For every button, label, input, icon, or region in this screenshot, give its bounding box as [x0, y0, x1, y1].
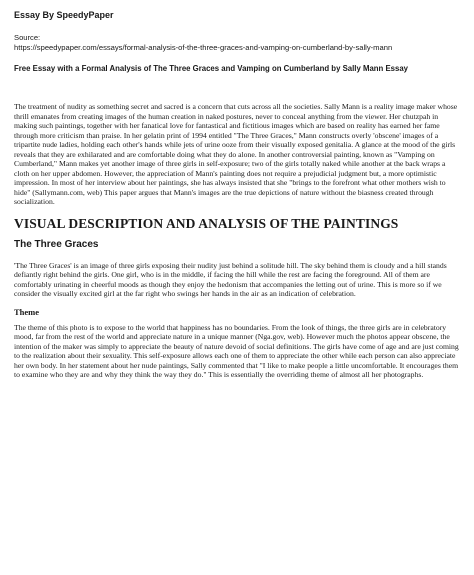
source-url-link[interactable]: https://speedypaper.com/essays/formal-analysis-of-the-three-graces-and-vamping-on-cumberland-by-sally-mann [14, 43, 393, 52]
section-heading: VISUAL DESCRIPTION AND ANALYSIS OF THE PAINTINGS [14, 215, 399, 231]
theme-paragraph: The theme of this photo is to expose to the world that happiness has no boundaries. From the look of things, the three girls are in celebratory mood, far from the rest of the world and appreciate nature in a unique manner (Nga.gov, web). However much the photos appear obscene, the intention of the maker was simply to appreciate the beauty of nature devoid of social definitions. The girls have come of age and are just coming to the realization about their sexuality. This self-exposure allows each one of them to appreciate the other while each person can also appreciate her own body. In her statement about her nude paintings, Sally commented that "I like to make people a little uncomfortable. It encourages them to examine who they are and why they think the way they do." This is essentially the overriding theme of almost all her photographs. [14, 322, 459, 379]
subsection-heading: The Three Graces [14, 238, 99, 250]
theme-heading: Theme [14, 306, 40, 317]
three-graces-paragraph: 'The Three Graces' is an image of three girls exposing their nudity just behind a solitude hill. The sky behind them is cloudy and a hill stands defiantly right behind the girls. One girl, who is in the middle, if facing the hill while the rest are facing the foreground. All of them are comfortably urinating in cheerful moods as though they enjoy the hedonism that accompanies the letting out of urine. This is more so if we consider the visually excited girl at the far right who swings her hands in the air as an indication of celebration. [14, 260, 447, 298]
essay-title: Free Essay with a Formal Analysis of The Three Graces and Vamping on Cumberland by Sally Mann Essay [14, 64, 409, 73]
source-label: Source: [14, 33, 41, 42]
intro-paragraph: The treatment of nudity as something secret and sacred is a concern that cuts across all the societies. Sally Mann is a reality image maker whose thrill emanates from creating images of the human creation in naked postures, never to conceal anything from the viewer. Her chutzpah in making such paintings, together with her fanatical love for fantastical and fictitious images which are based on reality has earned her fame through more criticism than praise. In her gelatin print of 1994 entitled "The Three Graces," Mann constructs overly 'obscene' images of a tripartite nude ladies, holding each other's hands while jets of urine ooze from their visually exposed genitalia. A glance at the mood of the girls reveals that they are exhilarated and are comfortable doing what they do alone. In another controversial painting, known as "Vamping on Cumberland," Mann makes yet another image of three girls in self-exposure; two of the girls totally naked while another at the back wraps a cloth on her upper abdomen. However, the appreciation of Mann's painting does not require a prejudicial judgment but, a more optimistic impression. In most of her interview about her paintings, she has always insisted that she "brings to the forefront what other mothers wish to hide" (Sallymann.com, web) This paper argues that Mann's images are the true depictions of nature without the biasness created through socialization. [14, 102, 458, 206]
source-block [14, 33, 460, 53]
brand-header: Essay By SpeedyPaper [14, 10, 114, 20]
